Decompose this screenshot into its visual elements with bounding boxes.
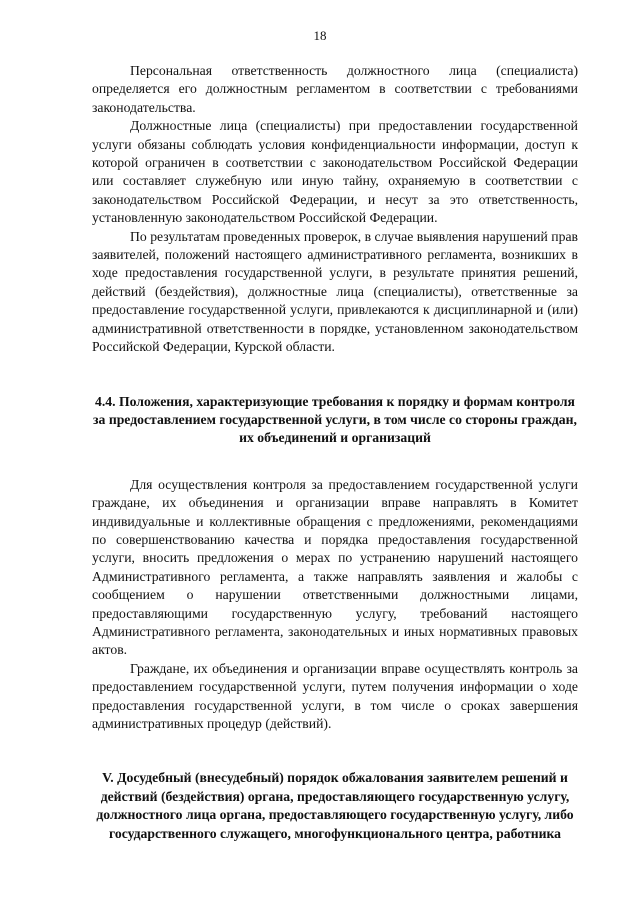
section-4-4-heading: 4.4. Положения, характеризующие требования к порядку и формам контроля за предоставлением государственной услуги, в том числе со стороны граждан, их объединений и организаций xyxy=(93,393,577,446)
paragraph-inspection-results: По результатам проведенных проверок, в случае выявления нарушений прав заявителей, положений настоящего административного регламента, возникших в ходе предоставления государственной услуги, в результате принятия решений, действий (бездействия), должностные лица (специалисты), ответственные за предоставление государственной услуги, привлекаются к дисциплинарной и (или) административной ответственности в порядке, установленном законодательством Российской Федерации, Курской области. xyxy=(92,228,578,355)
section-5-heading: V. Досудебный (внесудебный) порядок обжалования заявителем решений и действий (бездействия) органа, предоставляющего государственную услугу, должностного лица органа, предоставляющего государственную услугу, либо государственного служащего, многофункционального центра, работника xyxy=(96,770,574,841)
page-number: 18 xyxy=(313,28,327,43)
paragraph-citizen-control: Для осуществления контроля за предоставлением государственной услуги граждане, их объединения и организации вправе направлять в Комитет индивидуальные и коллективные обращения с предложениями, рекомендациями по совершенствованию качества и порядка предоставления государственной услуги, вносить предложения о мерах по устранению нарушений настоящего Административного регламента, а также направлять заявления и жалобы с сообщением о нарушении ответственными должностными лицами, предоставляющими государственную услугу, требований настоящего Административного регламента, законодательных и иных нормативных правовых актов. xyxy=(92,476,578,658)
paragraph-confidentiality: Должностные лица (специалисты) при предоставлении государственной услуги обязаны соблюдать условия конфиденциальности информации, доступ к которой ограничен в соответствии с законодательством Российской Федерации или составляет служебную или иную тайну, охраняемую в соответствии с законодательством Российской Федерации, и несут за это ответственность, установленную законодательством Российской Федерации. xyxy=(92,118,578,226)
page-content xyxy=(92,62,578,843)
paragraph-personal-responsibility: Персональная ответственность должностного лица (специалиста) определяется его должностным регламентом в соответствии с требованиями законодательства. xyxy=(92,63,578,115)
paragraph-citizen-information: Граждане, их объединения и организации вправе осуществлять контроль за предоставлением государственной услуги, путем получения информации о ходе предоставления государственной услуги, в том числе о сроках завершения административных процедур (действий). xyxy=(92,660,578,731)
